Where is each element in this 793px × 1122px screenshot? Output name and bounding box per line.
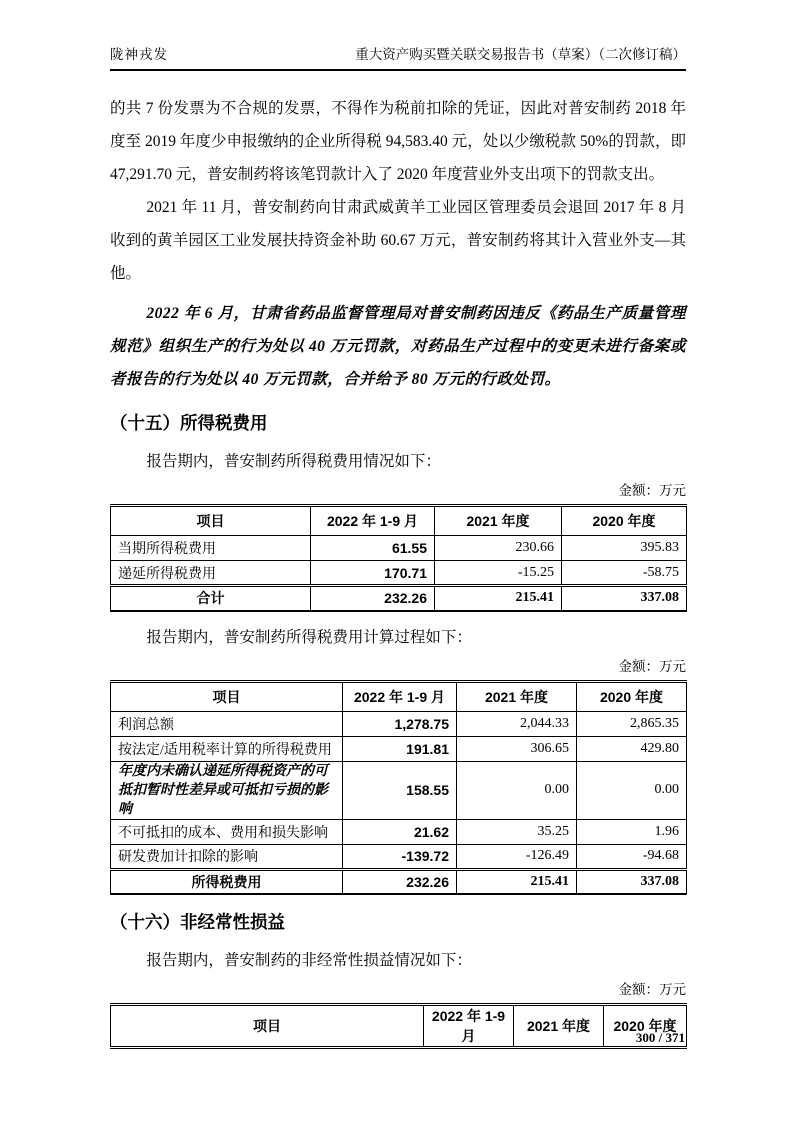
row-label: 按法定/适用税率计算的所得税费用 [111, 736, 343, 761]
value-2022: 170.71 [311, 561, 435, 586]
table-row [111, 536, 687, 561]
col-header-2021: 2021 年度 [514, 1005, 604, 1048]
col-header-2022: 2022 年 1-9 月 [311, 506, 435, 536]
table-total-row [111, 586, 687, 611]
page-number: 300 / 371 [635, 1030, 685, 1045]
col-header-2020: 2020 年度 [562, 506, 687, 536]
nonrecurring-table [110, 1003, 687, 1049]
value-2021: 35.25 [457, 819, 577, 844]
table-total-row [111, 869, 687, 894]
table-row [111, 711, 687, 736]
table-row [111, 819, 687, 844]
value-2020: 337.08 [577, 869, 687, 894]
col-header-2022: 2022 年 1-9 月 [343, 681, 457, 711]
row-label: 当期所得税费用 [111, 536, 311, 561]
value-2022: 61.55 [311, 536, 435, 561]
col-header-item: 项目 [111, 506, 311, 536]
value-2021: -15.25 [435, 561, 562, 586]
row-label: 年度内未确认递延所得税资产的可抵扣暂时性差异或可抵扣亏损的影响 [111, 761, 343, 819]
value-2020: 429.80 [577, 736, 687, 761]
unit-label-3: 金额：万元 [618, 982, 686, 997]
col-header-item: 项目 [111, 1005, 424, 1048]
col-header-item: 项目 [111, 681, 343, 711]
value-2022: 21.62 [343, 819, 457, 844]
row-label: 不可抵扣的成本、费用和损失影响 [111, 819, 343, 844]
header-company-name: 陇神戎发 [110, 47, 168, 62]
paragraph-gmp-penalty: 2022 年 6 月，甘肃省药品监督管理局对普安制药因违反《药品生产质量管理规范》组织生产的行为处以 40 万元罚款，对药品生产过程中的变更未进行备案或者报告的行为处以 40 万元罚款，合并给予 80 万元的行政处罚。 [110, 305, 686, 388]
paragraph-invoice-penalty: 的共 7 份发票为不合规的发票，不得作为税前扣除的凭证，因此对普安制药 2018 年度至 2019 年度少申报缴纳的企业所得税 94,583.40 元，处以少缴税款 50%的罚款，即 47,291.70 元，普安制药将该笔罚款计入了 2020 年度营业外支出项下的罚款支出。 [110, 100, 686, 183]
income-tax-calc-table [110, 680, 687, 896]
value-2021: -126.49 [457, 844, 577, 869]
table-row [111, 736, 687, 761]
value-2021: 215.41 [435, 586, 562, 611]
section-title-income-tax: （十五）所得税费用 [110, 413, 268, 433]
col-header-2021: 2021 年度 [435, 506, 562, 536]
col-header-2020: 2020 年度 [577, 681, 687, 711]
page-content [110, 0, 686, 1049]
paragraph-subsidy-return: 2021 年 11 月，普安制药向甘肃武威黄羊工业园区管理委员会退回 2017 年 8 月收到的黄羊园区工业发展扶持资金补助 60.67 万元，普安制药将其计入营业外支—其他。 [110, 199, 686, 282]
income-tax-intro: 报告期内，普安制药所得税费用情况如下： [146, 453, 441, 470]
value-2020: -58.75 [562, 561, 687, 586]
value-2020: 0.00 [577, 761, 687, 819]
table-header-row [111, 1005, 687, 1048]
value-2020: 1.96 [577, 819, 687, 844]
col-header-2022: 2022 年 1-9 月 [424, 1005, 514, 1048]
unit-label-1: 金额：万元 [618, 483, 686, 498]
value-2020: 337.08 [562, 586, 687, 611]
nonrecurring-intro: 报告期内，普安制药的非经常性损益情况如下： [146, 952, 472, 969]
value-2022: 191.81 [343, 736, 457, 761]
row-label: 研发费加计扣除的影响 [111, 844, 343, 869]
value-2021: 306.65 [457, 736, 577, 761]
section-title-nonrecurring: （十六）非经常性损益 [110, 912, 285, 932]
value-2022: 232.26 [311, 586, 435, 611]
value-2022: -139.72 [343, 844, 457, 869]
page-header [110, 46, 686, 71]
value-2021: 230.66 [435, 536, 562, 561]
value-2022: 1,278.75 [343, 711, 457, 736]
row-label: 合计 [111, 586, 311, 611]
value-2021: 0.00 [457, 761, 577, 819]
table-row [111, 844, 687, 869]
value-2021: 215.41 [457, 869, 577, 894]
table-row [111, 561, 687, 586]
table-header-row [111, 681, 687, 711]
row-label: 利润总额 [111, 711, 343, 736]
value-2020: -94.68 [577, 844, 687, 869]
value-2022: 232.26 [343, 869, 457, 894]
value-2020: 395.83 [562, 536, 687, 561]
unit-label-2: 金额：万元 [618, 658, 686, 674]
col-header-2020: 2020 年度 [604, 1005, 687, 1048]
value-2022: 158.55 [343, 761, 457, 819]
row-label: 递延所得税费用 [111, 561, 311, 586]
income-tax-table [110, 504, 687, 612]
header-report-title: 重大资产购买暨关联交易报告书（草案）（二次修订稿） [355, 47, 686, 62]
value-2020: 2,865.35 [577, 711, 687, 736]
income-tax-calc-intro: 报告期内，普安制药所得税费用计算过程如下： [146, 628, 472, 646]
row-label: 所得税费用 [111, 869, 343, 894]
table-row [111, 761, 687, 819]
value-2021: 2,044.33 [457, 711, 577, 736]
col-header-2021: 2021 年度 [457, 681, 577, 711]
table-header-row [111, 506, 687, 536]
